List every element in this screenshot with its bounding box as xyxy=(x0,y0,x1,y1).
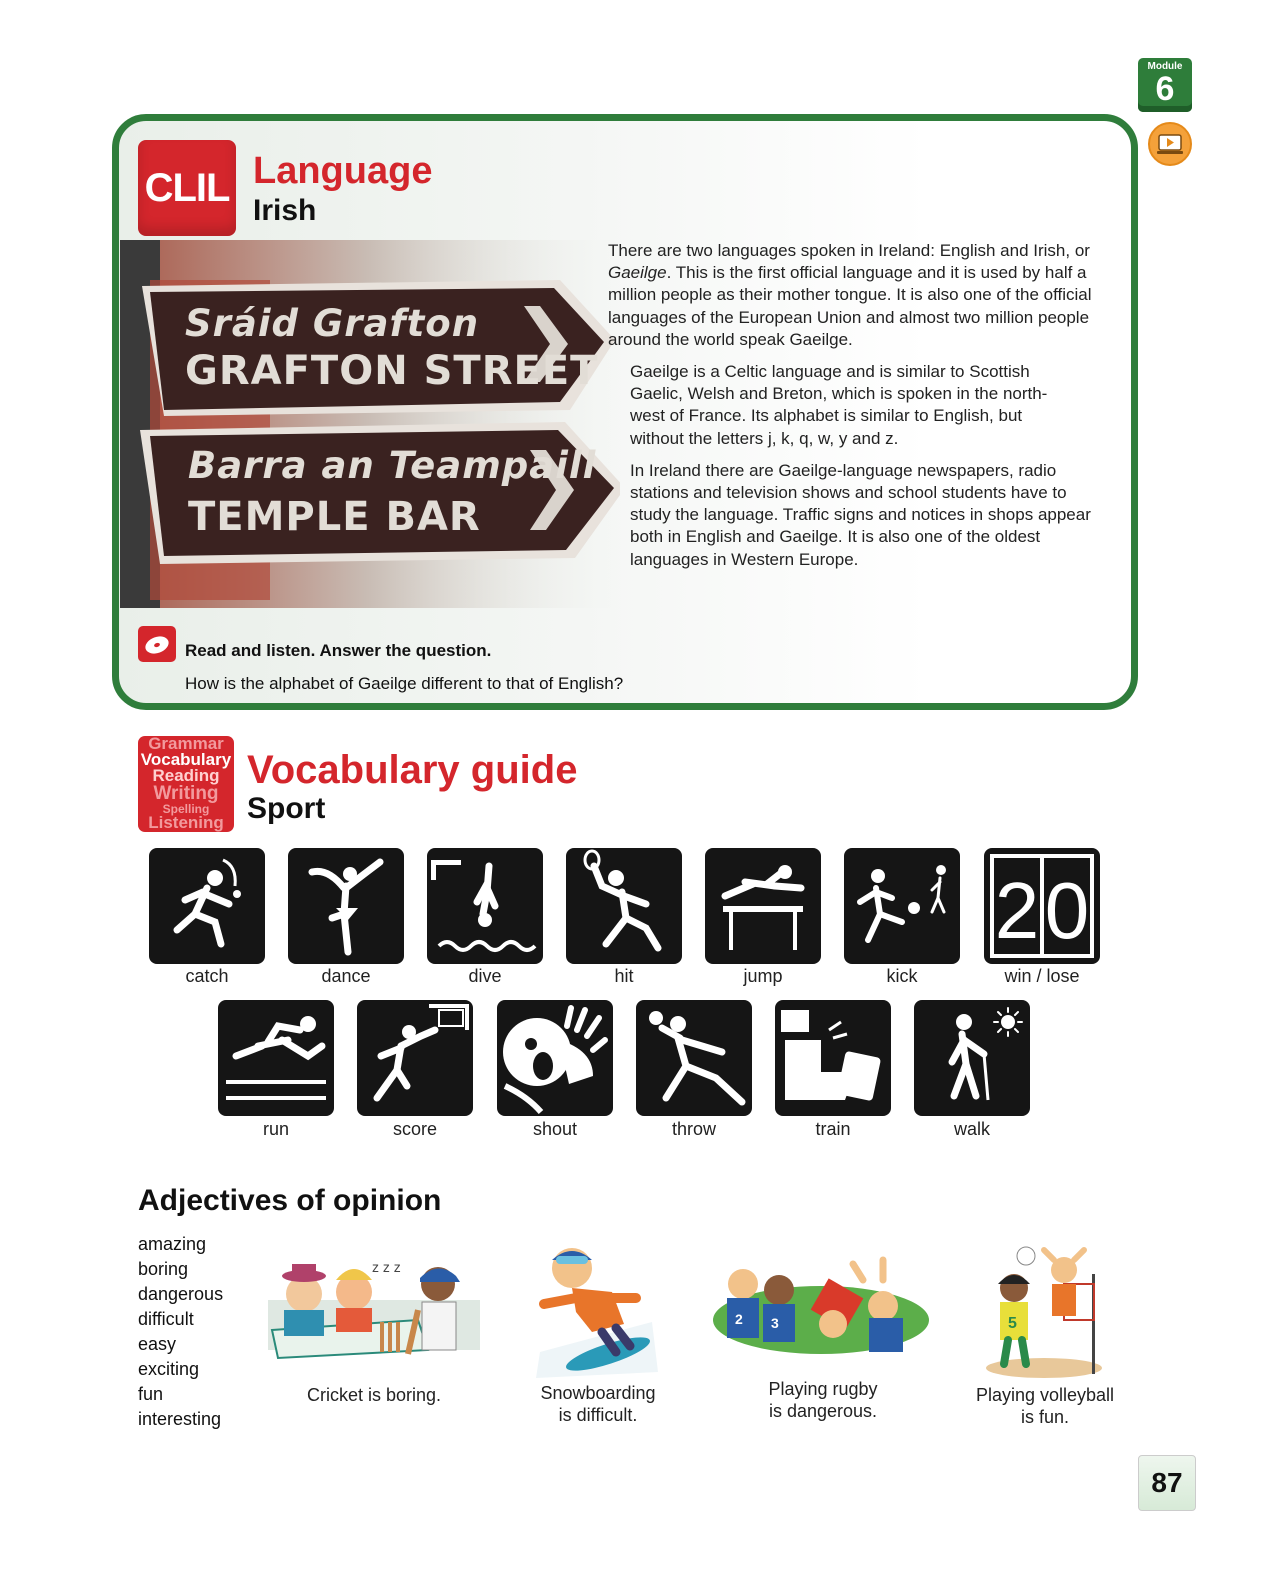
run-icon xyxy=(218,1000,334,1116)
clil-paragraph-2: Gaeilge is a Celtic language and is similar to Scottish Gaelic, Welsh and Breton, which is spoken in the north-west of France. Its alphabet is similar to English, but without the letters j, k, q, w, y and z. xyxy=(630,362,1048,448)
label-run: run xyxy=(262,1119,289,1139)
throw-icon xyxy=(636,1000,752,1116)
adjective-item: fun xyxy=(138,1384,164,1404)
caption-line: Snowboarding xyxy=(540,1383,656,1403)
volleyball-number: 5 xyxy=(1008,1315,1017,1332)
skill-vocabulary: Vocabulary xyxy=(140,750,232,769)
label-dive: dive xyxy=(468,966,502,986)
para1-start: There are two languages spoken in Ireland: English and Irish, or xyxy=(608,241,1090,260)
street-sign-photo xyxy=(120,240,620,608)
svg-text:z z z: z z z xyxy=(372,1259,401,1275)
instruction: Read and listen. Answer the question. xyxy=(185,641,492,660)
scoreboard-icon xyxy=(984,848,1100,964)
label-dance: dance xyxy=(321,966,371,986)
caption-line: is difficult. xyxy=(558,1405,638,1425)
clil-subtitle: Irish xyxy=(253,194,317,227)
label-kick: kick xyxy=(886,966,918,986)
audio-cd-icon[interactable] xyxy=(138,626,176,662)
scoreboard-left: 2 xyxy=(994,866,1040,955)
adjective-item: difficult xyxy=(138,1309,194,1329)
label-win-lose: win / lose xyxy=(1004,966,1080,986)
para1-gaeilge: Gaeilge xyxy=(608,263,667,283)
caption-line: Playing volleyball xyxy=(975,1385,1115,1405)
skill-reading: Reading xyxy=(152,766,220,785)
para1-end: . This is the first official language and it is used by half a million people as their mother tongue. It is also one of the official languages of the European Union and almost two million people around the world speak Gaeilge. xyxy=(608,263,1092,349)
adjective-item: interesting xyxy=(138,1409,222,1429)
jump-icon xyxy=(705,848,821,964)
snowboarding-illustration xyxy=(532,1242,662,1352)
clil-badge: CLIL xyxy=(138,140,236,236)
rugby-number-right: 3 xyxy=(771,1315,779,1331)
module-tab xyxy=(1138,58,1192,112)
rugby-illustration xyxy=(713,1250,929,1360)
skills-badge xyxy=(138,736,234,832)
catch-icon xyxy=(149,848,265,964)
label-shout: shout xyxy=(532,1119,578,1139)
adjective-item: dangerous xyxy=(138,1284,224,1304)
vocabulary-title: Vocabulary guide xyxy=(247,748,578,792)
caption-line: is dangerous. xyxy=(768,1401,878,1421)
volleyball-illustration xyxy=(984,1244,1104,1354)
sign-bottom-english: TEMPLE BAR xyxy=(188,494,481,540)
caption-cricket xyxy=(268,1384,480,1406)
dive-icon xyxy=(427,848,543,964)
caption-line: Playing rugby xyxy=(768,1379,878,1399)
rugby-number-left: 2 xyxy=(735,1311,743,1327)
question: How is the alphabet of Gaeilge different to that of English? xyxy=(185,674,624,693)
skill-grammar: Grammar xyxy=(148,736,224,753)
score-icon xyxy=(357,1000,473,1116)
sign-top-irish: Sráid Grafton xyxy=(185,302,480,345)
skill-spelling: Spelling xyxy=(162,802,210,816)
adjectives-title: Adjectives of opinion xyxy=(138,1184,442,1217)
clil-paragraph-1 xyxy=(608,240,1103,351)
train-icon xyxy=(775,1000,891,1116)
caption-snowboarding xyxy=(508,1382,688,1426)
kick-icon xyxy=(844,848,960,964)
label-catch: catch xyxy=(185,966,229,986)
adjective-item: boring xyxy=(138,1259,189,1279)
adjective-item: exciting xyxy=(138,1359,200,1379)
scoreboard-right: 0 xyxy=(1044,866,1090,955)
caption-line: is fun. xyxy=(1020,1407,1070,1427)
module-number: 6 xyxy=(1155,70,1175,108)
clil-paragraph-3: In Ireland there are Gaeilge-language newspapers, radio stations and television shows and school students have to study the language. Traffic signs and notices in shops appear both in English and Gaeilge. It is also one of the oldest languages in Western Europe. xyxy=(630,460,1091,569)
adjectives-list xyxy=(138,1232,223,1432)
sign-bottom-irish: Barra an Teampaill xyxy=(188,444,597,487)
skill-writing: Writing xyxy=(153,783,219,804)
walk-icon xyxy=(914,1000,1030,1116)
caption-rugby xyxy=(733,1378,913,1422)
caption-volleyball xyxy=(955,1384,1135,1428)
video-icon[interactable] xyxy=(1148,122,1192,166)
clil-title: Language xyxy=(253,150,433,192)
label-walk: walk xyxy=(953,1119,990,1139)
hit-icon xyxy=(566,848,682,964)
vocabulary-subtitle: Sport xyxy=(247,792,326,825)
cricket-illustration xyxy=(268,1250,480,1360)
adjective-item: amazing xyxy=(138,1234,207,1254)
module-label: Module xyxy=(1147,61,1183,72)
label-score: score xyxy=(392,1119,437,1139)
label-jump: jump xyxy=(743,966,783,986)
clil-reading-text xyxy=(608,240,1103,581)
label-throw: throw xyxy=(671,1119,716,1139)
label-train: train xyxy=(815,1119,851,1139)
adjective-item: easy xyxy=(138,1334,177,1354)
skill-listening: Listening xyxy=(148,813,224,832)
dance-icon xyxy=(288,848,404,964)
shout-icon xyxy=(497,1000,613,1116)
label-hit: hit xyxy=(614,966,634,986)
caption-line: Cricket is boring. xyxy=(306,1385,442,1405)
sign-top-english: GRAFTON STREET xyxy=(185,348,599,394)
page-number: 87 xyxy=(1138,1455,1196,1511)
